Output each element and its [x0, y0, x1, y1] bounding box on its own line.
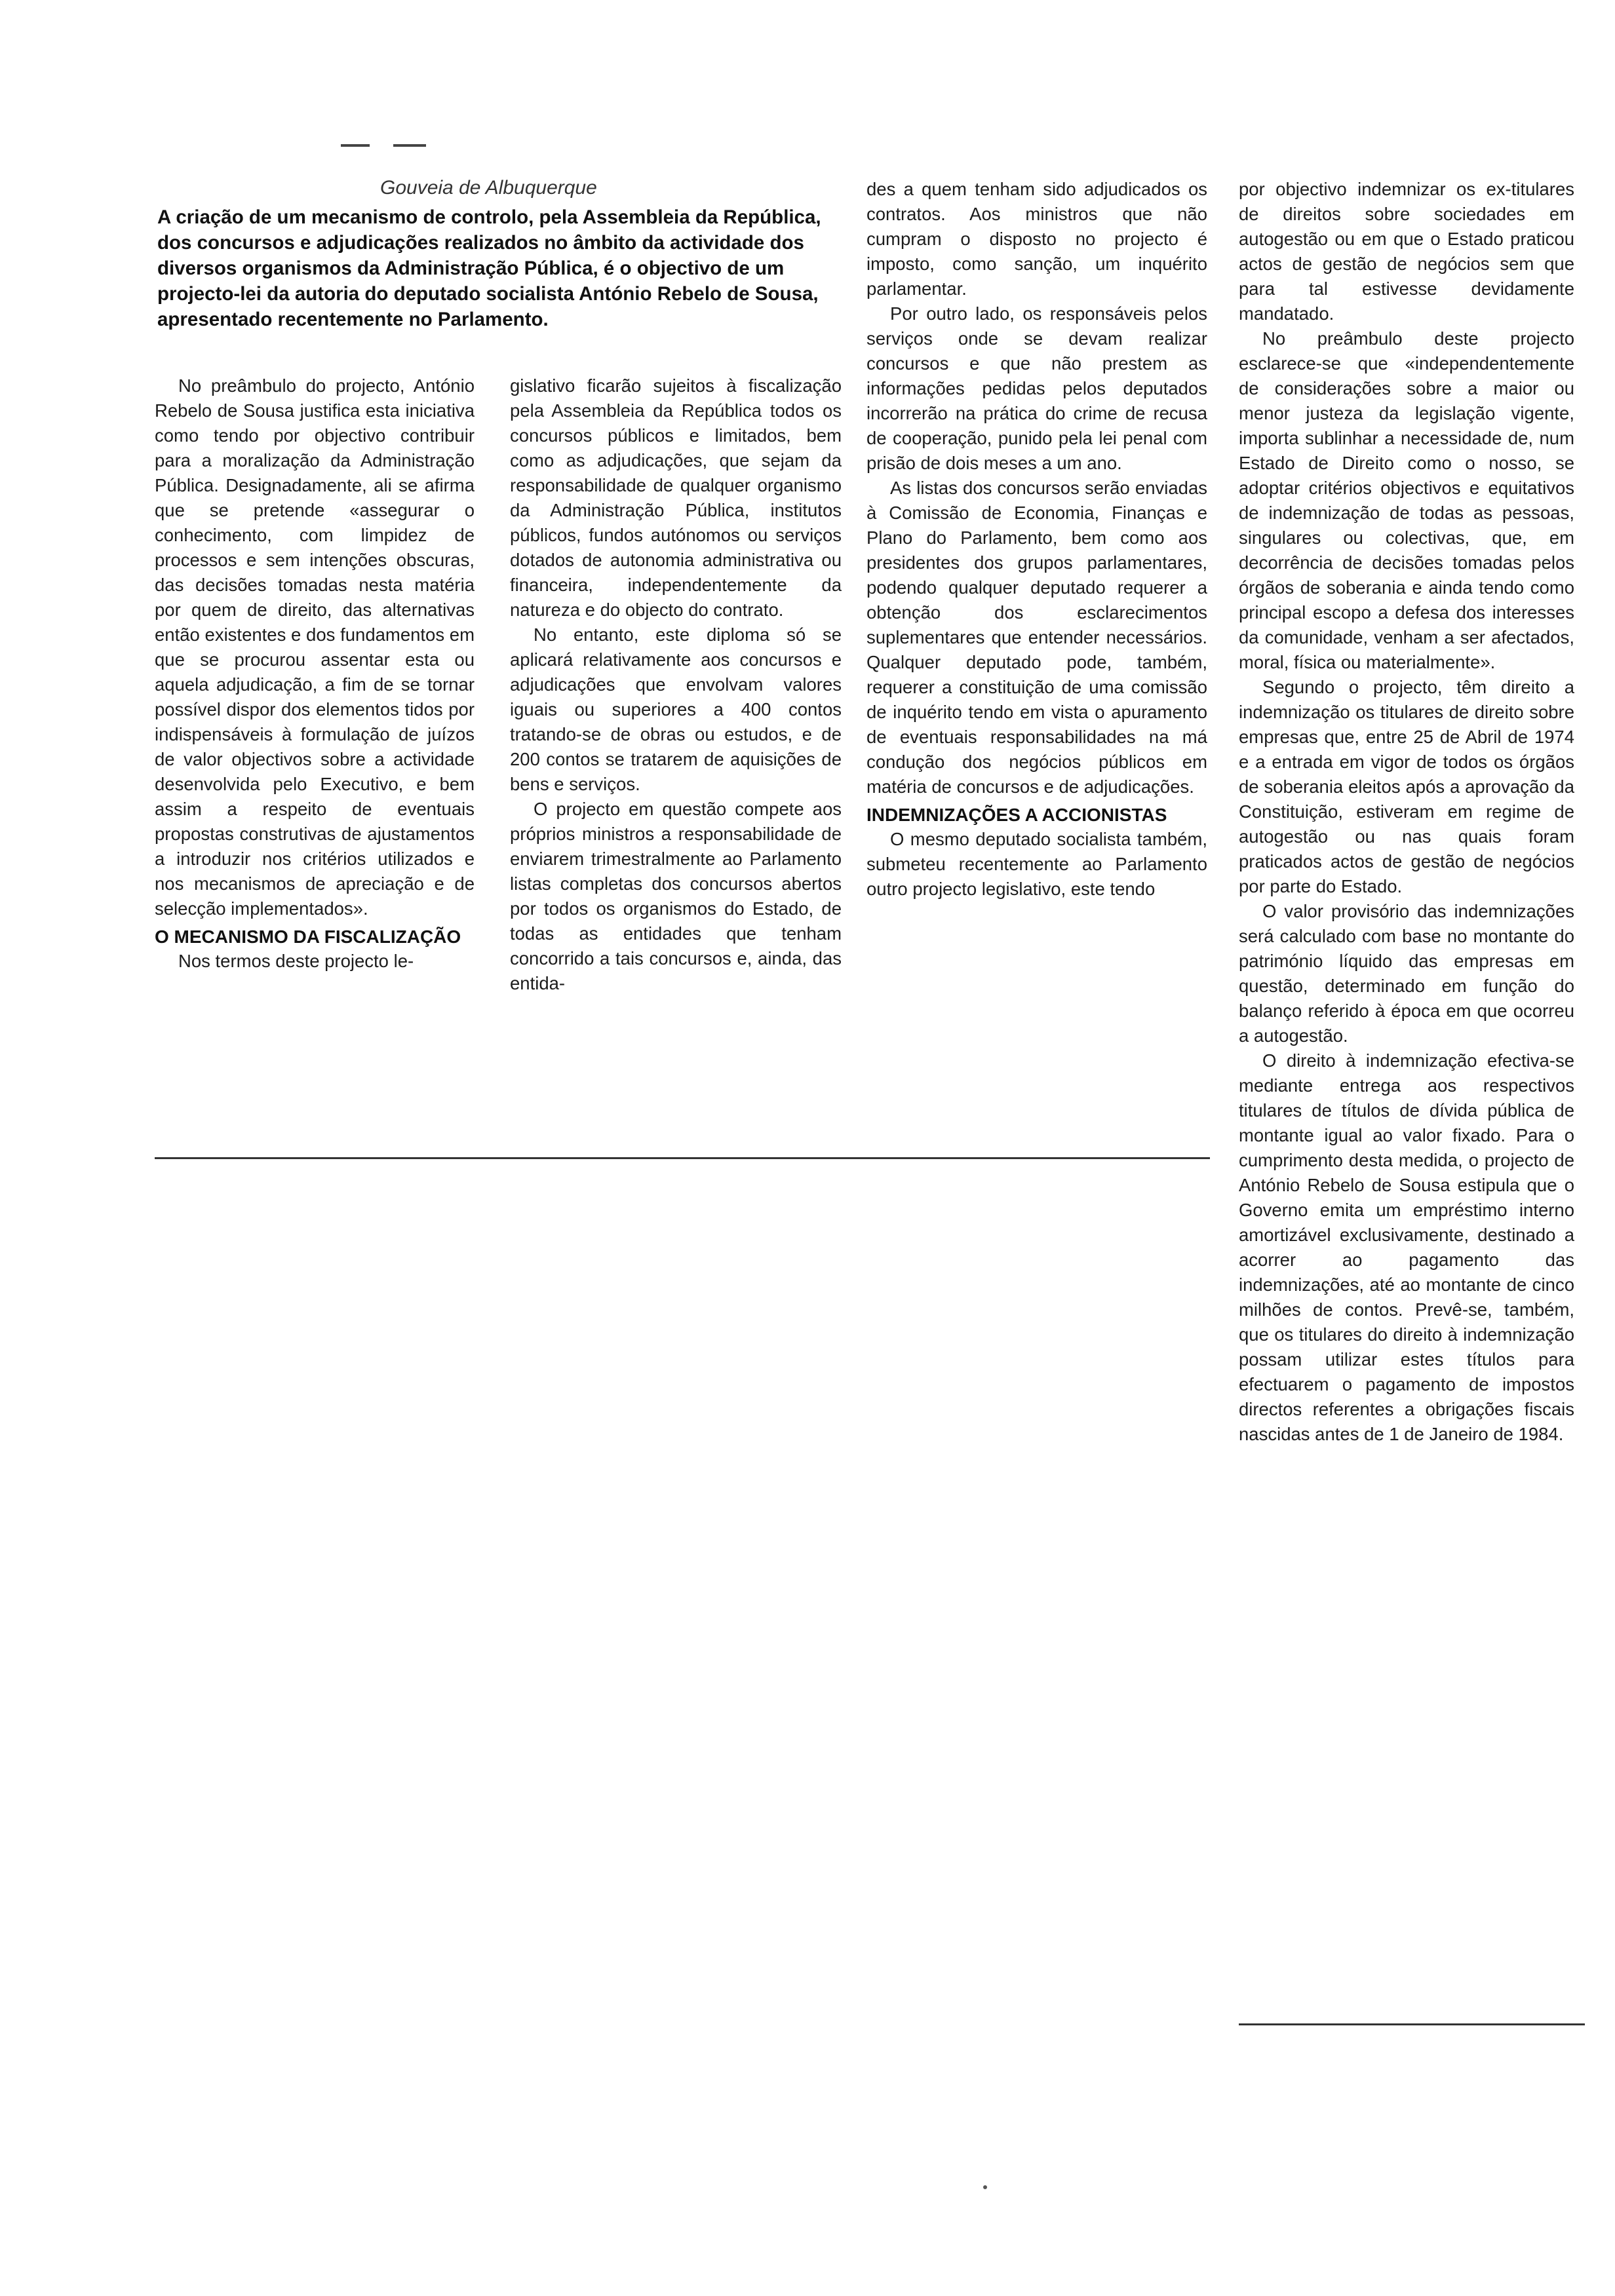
paragraph: No preâmbulo deste projecto esclarece-se que «independentemente de considerações sobre a maior ou menor justeza da legislação vigente, importa sublinhar a necessidade de, num Estado de Direito como o nosso, se adoptar critérios objectivos e equitativos de indemnização de todas as pessoas, singulares ou colectivas, que, em decorrência de decisões tomadas pelos órgãos de soberania e ainda tendo como principal escopo a defesa dos interesses da comunidade, venham a ser afectados, moral, física ou materialmente».: [1239, 328, 1574, 672]
paragraph: No preâmbulo do projecto, António Rebelo de Sousa justifica esta iniciativa como tendo por objectivo contribuir para a moralização da Administração Pública. Designadamente, ali se afirma que se pretende «assegurar o conhecimento, com limpidez de processos e sem intenções obscuras, das decisões tomadas nesta matéria por quem de direito, das alternativas então existentes e dos fundamentos em que se procurou assentar esta ou aquela adjudicação, a fim de se tornar possível dispor dos elementos tidos por indispensáveis à formulação de juízos de valor objectivos sobre a actividade desenvolvida pelo Executivo, e bem assim a respeito de eventuais propostas construtivas de ajustamentos a introduzir nos critérios utilizados e nos mecanismos de apreciação e de selecção implementados».: [155, 375, 475, 919]
column-divider-rule: [155, 1157, 1210, 1159]
paragraph: No entanto, este diploma só se aplicará relativamente aos concursos e adjudicações que envolvam valores iguais ou superiores a 400 contos tratando-se de obras ou estudos, e de 200 contos se tratarem de aquisições de bens e serviços.: [510, 624, 842, 794]
paragraph: des a quem tenham sido adjudicados os contratos. Aos ministros que não cumpram o disposto no projecto é imposto, como sanção, um inquérito parlamentar.: [866, 179, 1207, 299]
paragraph: O projecto em questão compete aos próprios ministros a responsabilidade de enviarem trimestralmente ao Parlamento listas completas dos concursos abertos por todos os organismos do Estado, de todas as entidades que tenham concorrido a tais concursos e, ainda, das entida-: [510, 799, 842, 993]
scan-mark: [393, 144, 426, 147]
paragraph: Segundo o projecto, têm direito a indemnização os titulares de direito sobre empresas que, entre 25 de Abril de 1974 e a entrada em vigor de todos os órgãos de soberania eleitos após a aprovação da Constituição, estiveram em regime de autogestão ou nas quais foram praticados actos de gestão de negócios por parte do Estado.: [1239, 677, 1574, 896]
column-3: [866, 177, 1207, 902]
column-end-rule: [1239, 2023, 1585, 2025]
paragraph: por objectivo indemnizar os ex-titulares de direitos sobre sociedades em autogestão ou em que o Estado praticou actos de gestão de negócios sem que para tal estivesse devidamente mandatado.: [1239, 179, 1574, 324]
paragraph: Por outro lado, os responsáveis pelos serviços onde se devam realizar concursos e que não prestem as informações pedidas pelos deputados incorrerão na prática do crime de recusa de cooperação, punido pela lei penal com prisão de dois meses a um ano.: [866, 303, 1207, 473]
paragraph: O valor provisório das indemnizações será calculado com base no montante do património líquido das empresas em questão, determinado em função do balanço referido à época em que ocorreu a autogestão.: [1239, 901, 1574, 1046]
lead-paragraph: A criação de um mecanismo de controlo, pela Assembleia da República, dos concursos e adjudicações realizados no âmbito da actividade dos diversos organismos da Administração Pública, é o objectivo de um projecto-lei da autoria do deputado socialista António Rebelo de Sousa, apresentado recentemente no Parlamento.: [157, 206, 821, 330]
scan-speck: [983, 2185, 987, 2189]
section-heading: O MECANISMO DA FISCALIZAÇÃO: [155, 927, 461, 947]
column-2: [510, 373, 842, 996]
column-4: [1239, 177, 1574, 1447]
scan-mark: [341, 144, 370, 147]
paragraph: As listas dos concursos serão enviadas à Comissão de Economia, Finanças e Plano do Parlamento, bem como aos presidentes dos grupos parlamentares, podendo qualquer deputado requerer a obtenção dos esclarecimentos suplementares que entender necessários. Qualquer deputado pode, também, requerer a constituição de uma comissão de inquérito tendo em vista o apuramento de eventuais responsabilidades na má condução dos negócios públicos em matéria de concursos e de adjudicações.: [866, 478, 1207, 797]
paragraph: gislativo ficarão sujeitos à fiscalização pela Assembleia da República todos os concursos públicos e limitados, bem como as adjudicações, que sejam da responsabilidade de qualquer organismo da Administração Pública, institutos públicos, fundos autónomos ou serviços dotados de autonomia administrativa ou financeira, independentemente da natureza e do objecto do contrato.: [510, 375, 842, 620]
byline: Gouveia de Albuquerque: [380, 177, 597, 199]
paragraph: O direito à indemnização efectiva-se mediante entrega aos respectivos titulares de títulos de dívida pública de montante igual ao valor fixado. Para o cumprimento desta medida, o projecto de António Rebelo de Sousa estipula que o Governo emita um empréstimo interno amortizável exclusivamente, destinado a acorrer ao pagamento das indemnizações, até ao montante de cinco milhões de contos. Prevê-se, também, que os titulares do direito à indemnização possam utilizar estes títulos para efectuarem o pagamento de impostos directos referentes a obrigações fiscais nascidas antes de 1 de Janeiro de 1984.: [1239, 1050, 1574, 1444]
column-1: [155, 373, 475, 974]
paragraph: Nos termos deste projecto le-: [178, 951, 414, 971]
paragraph: O mesmo deputado socialista também, submeteu recentemente ao Parlamento outro projecto legislativo, este tendo: [866, 829, 1207, 899]
section-heading: INDEMNIZAÇÕES A ACCIONISTAS: [866, 805, 1167, 825]
